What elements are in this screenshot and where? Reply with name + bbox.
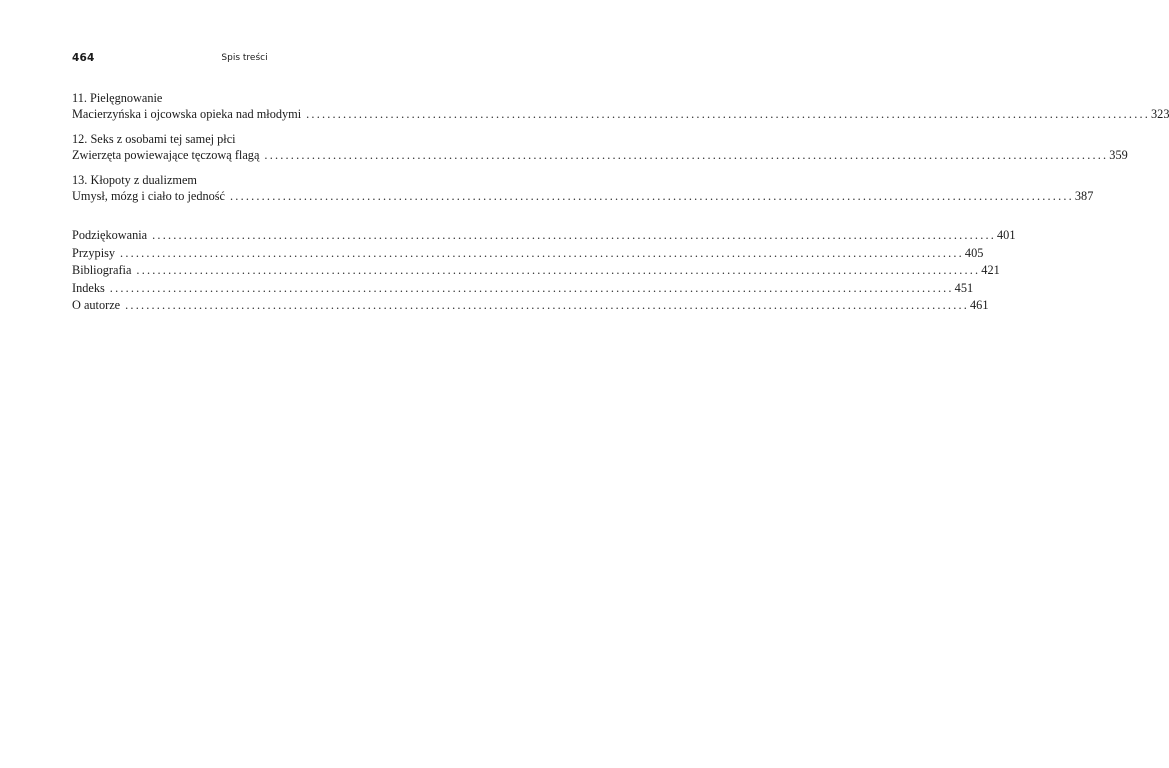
entry-page-number: 401	[997, 228, 1016, 242]
table-of-contents	[72, 90, 1169, 315]
entry-label: Podziękowania	[72, 228, 148, 242]
toc-entry	[72, 297, 989, 315]
dot-leader: ................................................................................................................................................................	[120, 245, 964, 260]
toc-entry	[72, 147, 1128, 164]
chapter-title: 12. Seks z osobami tej samej płci	[72, 132, 236, 146]
chapter-title: 11. Pielęgnowanie	[72, 91, 163, 105]
entry-label: Macierzyńska i ojcowska opieka nad młodymi	[72, 107, 302, 121]
page-number: 464	[72, 52, 95, 64]
running-head	[72, 52, 417, 68]
entry-label: Przypisy	[72, 245, 116, 260]
entry-page-number: 421	[981, 263, 1000, 277]
dot-leader: ................................................................................................................................................................	[109, 280, 954, 295]
entry-label: Indeks	[72, 280, 105, 295]
chapter-title: 13. Kłopoty z dualizmem	[72, 173, 197, 187]
entry-label: Zwierzęta powiewające tęczową flagą	[72, 148, 260, 162]
toc-chapter	[72, 131, 1128, 164]
back-matter-list	[72, 227, 1016, 315]
entry-label: O autorze	[72, 298, 121, 312]
toc-entry	[72, 280, 974, 298]
running-title: Spis treści	[221, 53, 268, 63]
toc-entry	[72, 227, 1016, 245]
entry-page-number: 461	[970, 298, 989, 312]
toc-chapter	[72, 90, 1169, 123]
dot-leader: ................................................................................................................................................................	[152, 228, 997, 242]
dot-leader: ................................................................................................................................................................	[136, 263, 981, 277]
dot-leader: ................................................................................................................................................................	[125, 298, 970, 312]
toc-entry	[72, 245, 984, 263]
dot-leader: ................................................................................................................................................................	[230, 189, 1074, 203]
entry-label: Umysł, mózg i ciało to jedność	[72, 189, 226, 203]
entry-page-number: 359	[1109, 148, 1128, 162]
toc-entry	[72, 262, 1000, 280]
entry-page-number: 387	[1074, 189, 1094, 203]
toc-chapter	[72, 172, 1094, 205]
entry-label: Bibliografia	[72, 263, 132, 277]
entry-page-number: 451	[954, 280, 974, 295]
toc-entry	[72, 106, 1169, 123]
dot-leader: ................................................................................................................................................................	[264, 148, 1109, 162]
dot-leader: ................................................................................................................................................................	[306, 107, 1151, 121]
toc-entry	[72, 188, 1094, 205]
entry-page-number: 405	[964, 245, 984, 260]
entry-page-number: 323	[1151, 107, 1169, 121]
